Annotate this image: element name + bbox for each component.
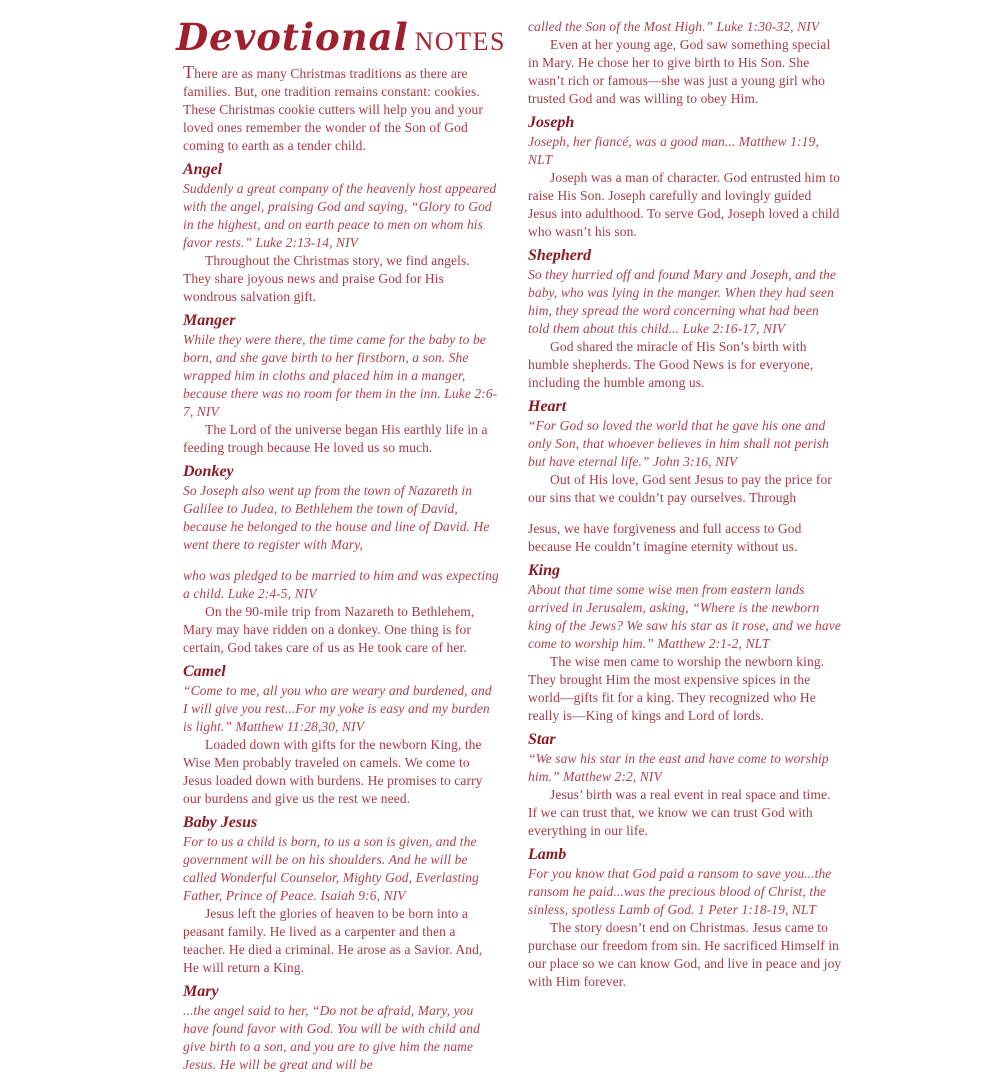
- section-heading-angel: Angel: [183, 161, 223, 178]
- right-page-column: [528, 18, 842, 991]
- scripture-verse-mary-right: called the Son of the Most High.” Luke 1:30-32, NIV: [528, 19, 820, 34]
- scripture-verse-star: “We saw his star in the east and have come to worship him.” Matthew 2:2, NIV: [528, 751, 829, 784]
- section-camel: [183, 662, 499, 808]
- devotional-text-mary: Even at her young age, God saw something special in Mary. He chose her to give birth to His Son. She wasn’t rich or famous—she was just a young girl who trusted God and was willing to obey Him.: [528, 37, 831, 106]
- section-lamb: [528, 845, 842, 991]
- section-heading-donkey: Donkey: [183, 463, 234, 480]
- devotional-text-king: The wise men came to worship the newborn king. They brought Him the most expensive spices in the world—gifts fit for a king. They recognized who He really is—King of kings and Lord of lords.: [528, 654, 825, 723]
- intro-paragraph: There are as many Christmas traditions as there are families. But, one tradition remains constant: cookies. These Christmas cookie cutters will help you and your loved ones remember the wonder of the Son of God coming to earth as a tender child.: [183, 62, 483, 153]
- section-heading-lamb: Lamb: [528, 846, 567, 863]
- scripture-verse-camel: “Come to me, all you who are weary and burdened, and I will give you rest...For my yoke is easy and my burden is light.” Matthew 11:28,30, NIV: [183, 683, 492, 734]
- scripture-verse-donkey-part2: who was pledged to be married to him and was expecting a child. Luke 2:4-5, NIV: [183, 568, 499, 601]
- scripture-verse-angel: Suddenly a great company of the heavenly host appeared with the angel, praising God and saying, “Glory to God in the highest, and on earth peace to men on whom his favor rests.” Luke 2:13-14, NIV: [183, 181, 497, 250]
- section-mary-continued: [528, 18, 842, 108]
- page-title-script: Devotional: [176, 15, 409, 59]
- scripture-verse-joseph: Joseph, her fiancé, was a good man... Matthew 1:19, NLT: [528, 134, 819, 167]
- section-heading-heart: Heart: [528, 398, 567, 415]
- scripture-verse-manger: While they were there, the time came for the baby to be born, and she gave birth to her firstborn, a son. She wrapped him in cloths and placed him in a manger, because there was no room for them in the inn. Luke 2:6-7, NIV: [183, 332, 498, 419]
- section-king: [528, 561, 842, 725]
- page-title: [176, 15, 506, 59]
- section-heading-baby-jesus: Baby Jesus: [183, 814, 258, 831]
- devotional-text-joseph: Joseph was a man of character. God entrusted him to raise His Son. Joseph carefully and lovingly guided Jesus into adulthood. To serve God, Joseph loved a child who wasn’t his son.: [528, 170, 841, 239]
- section-donkey: [183, 462, 499, 657]
- section-angel: [183, 160, 499, 306]
- devotional-text-shepherd: God shared the miracle of His Son’s birth with humble shepherds. The Good News is for everyone, including the humble among us.: [528, 339, 814, 390]
- scripture-verse-lamb: For you know that God paid a ransom to save you...the ransom he paid...was the precious blood of Christ, the sinless, spotless Lamb of God. 1 Peter 1:18-19, NLT: [528, 866, 832, 917]
- devotional-text-baby-jesus: Jesus left the glories of heaven to be born into a peasant family. He lived as a carpenter and then a teacher. He died a criminal. He arose as a Savior. And, He will return a King.: [183, 906, 483, 975]
- scripture-verse-shepherd: So they hurried off and found Mary and Joseph, and the baby, who was lying in the manger. When they had seen him, they spread the word concerning what had been told them about this child... Luke 2:16-17, NIV: [528, 267, 836, 336]
- section-star: [528, 730, 842, 840]
- section-heading-king: King: [528, 562, 561, 579]
- section-manger: [183, 311, 499, 457]
- section-shepherd: [528, 246, 842, 392]
- devotional-text-lamb: The story doesn’t end on Christmas. Jesus came to purchase our freedom from sin. He sacrificed Himself in our place so we can know God, and live in peace and joy with Him forever.: [528, 920, 842, 989]
- devotional-text-star: Jesus’ birth was a real event in real space and time. If we can trust that, we know we can trust God with everything in our life.: [528, 787, 831, 838]
- section-heading-shepherd: Shepherd: [528, 247, 592, 264]
- devotional-text-camel: Loaded down with gifts for the newborn King, the Wise Men probably traveled on camels. We come to Jesus loaded down with burdens. He promises to carry our burdens and give us the rest we need.: [183, 737, 483, 806]
- page-fold-gap: [183, 554, 499, 567]
- devotional-text-heart-part1: Out of His love, God sent Jesus to pay the price for our sins that we couldn’t pay ourselves. Through: [528, 472, 832, 505]
- section-heading-camel: Camel: [183, 663, 226, 680]
- page-fold-gap: [528, 507, 842, 520]
- scripture-verse-mary-left: ...the angel said to her, “Do not be afraid, Mary, you have found favor with God. You will be with child and give birth to a son, and you are to give him the name Jesus. He will be great and will be: [183, 1003, 480, 1072]
- section-mary: [183, 982, 499, 1074]
- devotional-text-donkey: On the 90-mile trip from Nazareth to Bethlehem, Mary may have ridden on a donkey. One thing is for certain, God takes care of us as He took care of her.: [183, 604, 475, 655]
- devotional-text-heart-part2: Jesus, we have forgiveness and full access to God because He couldn’t imagine eternity without us.: [528, 521, 802, 554]
- left-page-column: [176, 15, 506, 1074]
- scripture-verse-heart: “For God so loved the world that he gave his one and only Son, that whoever believes in him shall not perish but have eternal life.” John 3:16, NIV: [528, 418, 829, 469]
- devotional-text-angel: Throughout the Christmas story, we find angels. They share joyous news and praise God for His wondrous salvation gift.: [183, 253, 470, 304]
- page-title-caps: NOTES: [414, 27, 506, 56]
- scripture-verse-donkey-part1: So Joseph also went up from the town of Nazareth in Galilee to Judea, to Bethlehem the town of David, because he belonged to the house and line of David. He went there to register with Mary,: [183, 483, 490, 552]
- section-baby-jesus: [183, 813, 499, 977]
- section-heading-manger: Manger: [183, 312, 236, 329]
- section-heading-mary: Mary: [183, 983, 219, 1000]
- scripture-verse-baby-jesus: For to us a child is born, to us a son is given, and the government will be on his shoulders. And he will be called Wonderful Counselor, Mighty God, Everlasting Father, Prince of Peace. Isaiah 9:6, NIV: [183, 834, 479, 903]
- section-joseph: [528, 113, 842, 241]
- section-heading-star: Star: [528, 731, 556, 748]
- devotional-text-manger: The Lord of the universe began His earthly life in a feeding trough because He loved us so much.: [183, 422, 488, 455]
- section-heart: [528, 397, 842, 556]
- scripture-verse-king: About that time some wise men from eastern lands arrived in Jerusalem, asking, “Where is the newborn king of the Jews? We saw his star as it rose, and we have come to worship him.” Matthew 2:1-2, NLT: [528, 582, 841, 651]
- section-heading-joseph: Joseph: [528, 114, 575, 131]
